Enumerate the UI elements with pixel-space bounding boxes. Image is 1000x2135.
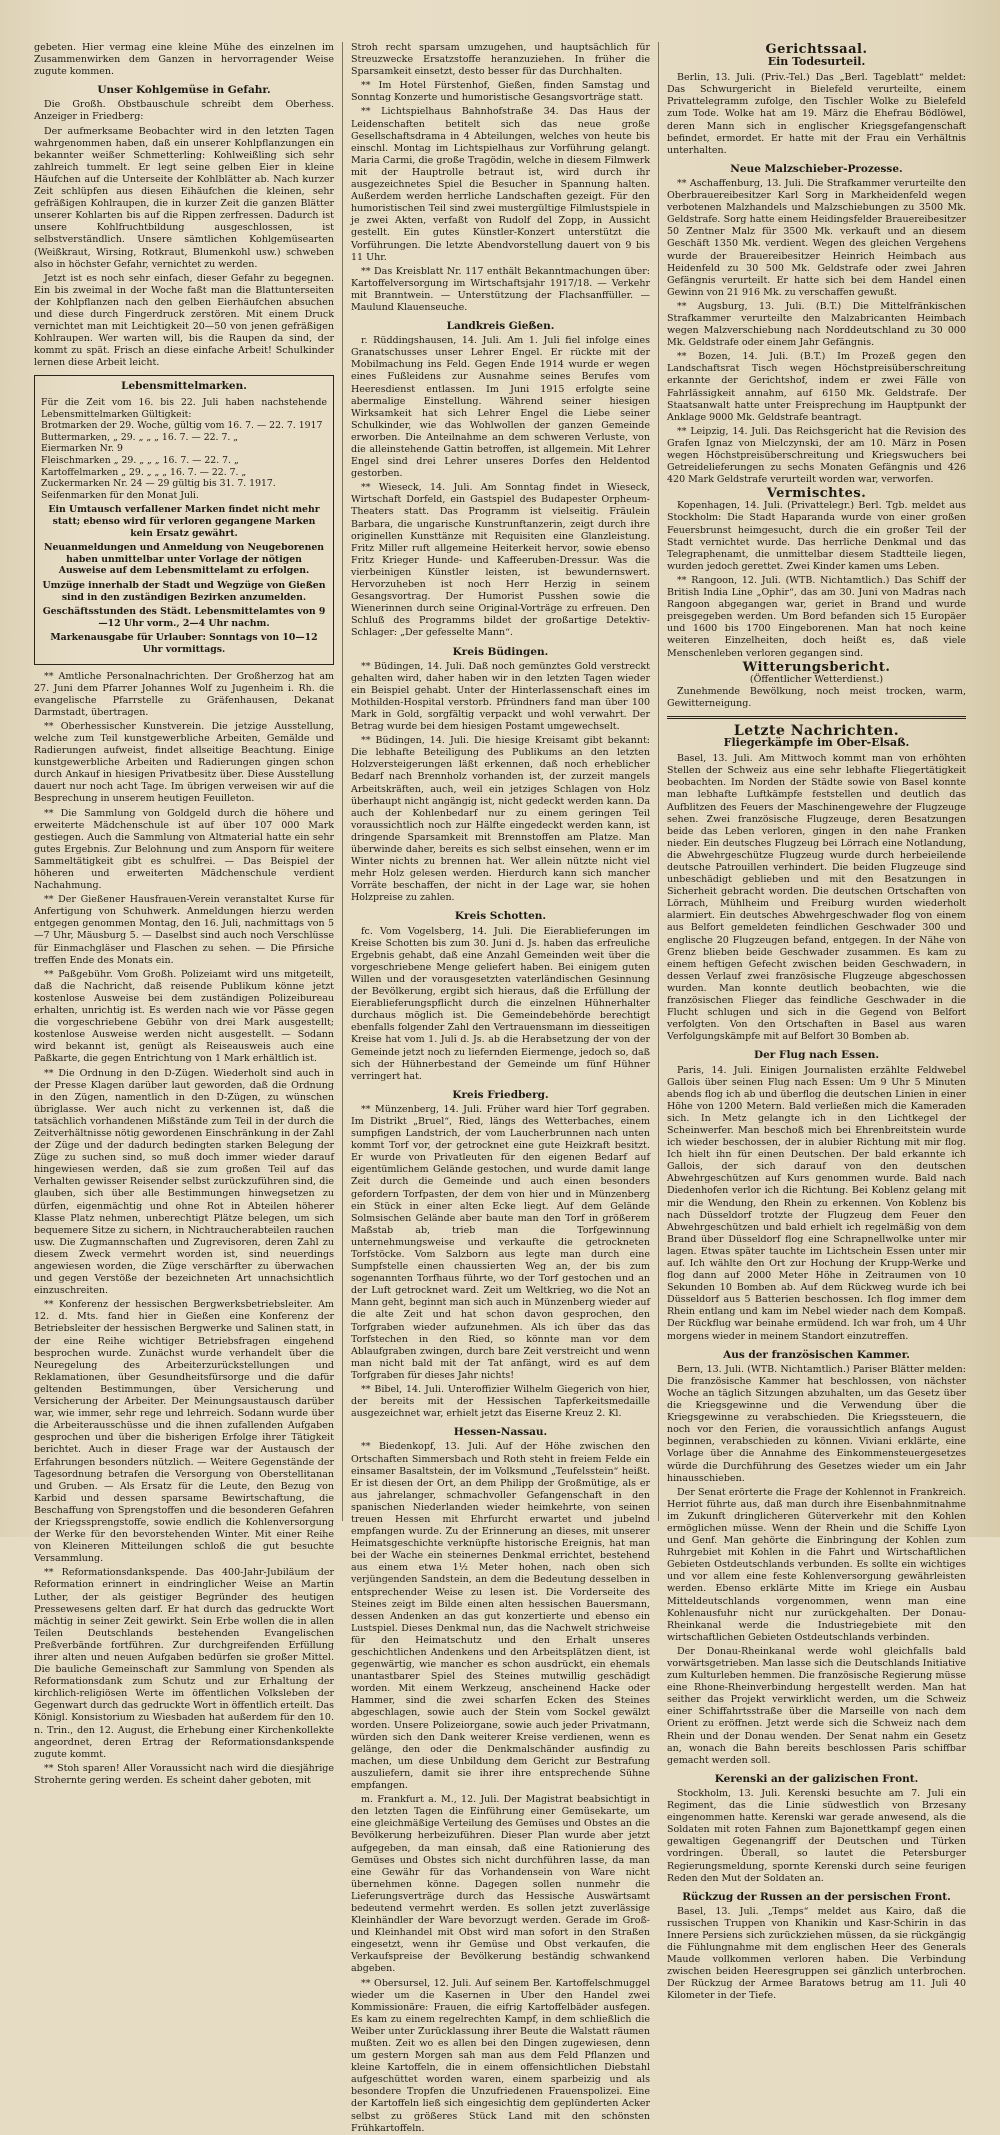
box-line: Seifenmarken für den Monat Juli. <box>41 489 199 501</box>
news-item: Kopenhagen, 14. Juli. (Privattelegr.) Berl. Tgb. meldet aus Stockholm: Die Stadt Haparanda wurde von einer großen Feuersbrunst heimgesucht, durch die ein großer Teil der Stadt vernichtet wurde. Das herrliche Denkmal und das Telegraphenamt, die unmittelbar diesem Stadtteile liegen, wurden jedoch gerettet. Zwei Kinder kamen ums Leben. <box>667 500 966 572</box>
news-item: Der Senat erörterte die Frage der Kohlennot in Frankreich. Herriot führte aus, daß man durch ihre Eisenbahnmitnahme im Zukunft dringlicheren Güterverkehr mit den Kohlen ermöglichen müsse. Wenn der Rhein und die Schiffe Lyon und Genf. Man gehörte die Einbringung der Kohlen zum Ruhrgebiet mit Kohlen in die Fahrt und Wirtschaftlichen Gebieten Ostdeutschlands verbunden. Es sollte ein wichtiges und vor allem eine feste Kohlenversorgung gewährleisten werden. Ebenso erklärte Mitte im Kriege ein Ausbau Mitteldeutschlands vorgenommen, wenn man eine Kohlenausfuhr nicht nur zurückgehalten. Der Donau-Rheinkanal werde die Industriegebiete mit den wirtschaftlichen Gebieten Ostdeutschlands verbinden. <box>667 1486 966 1643</box>
section-heading-gerichtssaal: Gerichtssaal. <box>765 42 868 57</box>
box-notice: Ein Umtausch verfallener Marken findet nicht mehr statt; ebenso wird für verloren gegangene Marken kein Ersatz gewährt. <box>48 504 320 539</box>
news-item: ** Augsburg, 13. Juli. (B.T.) Die Mittelfränkischen Strafkammer verurteilte den Malzabricanten Heimbach wegen Malzverschiebung nach Norddeutschland zu 30 000 Mk. Geldstrafe oder einem Jahr Gefängnis. <box>667 300 966 349</box>
headline-franzoesische-kammer: Aus der französischen Kammer. <box>723 1348 910 1361</box>
news-item: ** Stoh sparen! Aller Voraussicht nach wird die diesjährige Strohernte gering werden. Es scheint daher geboten, mit <box>34 1762 334 1786</box>
box-notice: Umzüge innerhalb der Stadt und Wegzüge von Gießen sind in den zuständigen Bezirken anzumelden. <box>42 579 326 603</box>
box-line: Fleischmarken „ 29. „ „ „ 16. 7. — 22. 7. „ <box>41 455 239 466</box>
box-notice: Neuanmeldungen und Anmeldung von Neugeborenen haben unmittelbar unter Vorlage der nötigen Ausweise auf dem Lebensmittelamt zu erfolgen. <box>43 542 325 577</box>
news-item: Stockholm, 13. Juli. Kerenski besuchte am 7. Juli ein Regiment, das die Linie südwestlich von Brzesany eingenommen hatte. Kerenski war gerade anwesend, als die Soldaten mit roten Fahnen zum Bajonettkampf gegen einen gewaltigen Gegenangriff der Deutschen und Türken vordringen. Überall, so lautet die Petersburger Regierungsmeldung, spornte Kerenski durch seine feurigen Reden den Mut der Soldaten an. <box>667 1787 966 1884</box>
news-item: ** Paßgebühr. Vom Großh. Polizeiamt wird uns mitgeteilt, daß die Nachricht, daß reisende Publikum könne jetzt kostenlose Ausweise bei dem zuständigen Polizeibureau erhalten, unrichtig ist. Es werden nach wie vor Pässe gegen die vorgeschriebene Gebühr von drei Mark ausgestellt; kostenlose Ausweise werden nicht ausgestellt. — Sodann wird bekannt ist, genügt als Reiseausweis auch eine Paßkarte, die gegen Entrichtung von 1 Mark erhältlich ist. <box>34 968 334 1065</box>
news-item: ** Konferenz der hessischen Bergwerksbetriebsleiter. Am 12. d. Mts. fand hier in Gießen eine Konferenz der Betriebsleiter der hessischen Bergwerke und Salinen statt, in der eine Reihe wichtiger Betriebsfragen eingehend besprochen wurde. Zunächst wurde verhandelt über die Neuregelung des Arbeiterzurückstellungen und Reklamationen, über Gesundheitsfürsorge und die dafür geltenden Bestimmungen, über Versicherung und Versicherung der Arbeiter. Der Meinungsaustausch darüber war, wie immer, sehr rege und lehrreich. Sodann wurde über die Arbeiterausschüsse und die ihnen zufallenden Aufgaben gesprochen und über die bisherigen Erfolge ihrer Tätigkeit berichtet. Auch in dieser Frage war der Austausch der Erfahrungen besonders nützlich. — Weitere Gegenstände der Tagesordnung betrafen die Versorgung von Oberstellitanan und Gruben. — Als Ersatz für die Leute, den Bezug von Karbid und dessen sparsame Bewirtschaftung, die Beschaffung von Sprengstoffen und die besonderen Gefahren der Kriegssprengstoffe, sowie endlich die Kohlenversorgung der Werke für den bevorstehenden Winter. Mit einer Reihe von Kleineren Mitteilungen schloß die gut besuchte Versammlung. <box>34 1299 334 1565</box>
box-intro: Für die Zeit vom 16. bis 22. Juli haben nachstehende Lebensmittelmarken Gültigkeit: <box>41 397 327 420</box>
box-line: Eiermarken Nr. 9 <box>41 443 123 455</box>
news-item: ** Die Sammlung von Goldgeld durch die höhere und erweiterte Mädchenschule ist auf über 107 000 Mark gestiegen. Auch die Sammlung von Altmaterial hatte ein sehr gutes Ergebnis. Zur Belohnung und zum Ansporn für weitere Sammeltätigkeit gibt es schulfrei. — Das Beispiel der höheren und erweiterten Mädchenschule verdient Nachahmung. <box>34 807 334 892</box>
news-item: ** Die Ordnung in den D-Zügen. Wiederholt sind auch in der Presse Klagen darüber laut geworden, daß die Ordnung in den Zügen, namentlich in den D-Zügen, zu wünschen übriglasse. Wer auch nicht zu verkennen ist, daß die tatsächlich vorhandenen Mißstände zum Teil in der durch die Zeitverhältnisse nötig gewordenen Einschränkung in der Zahl der Züge und der dadurch bedingten starken Belegung der Züge zu suchen sind, so muß doch immer wieder darauf hingewiesen werden, daß sie zum großen Teil auf das Verhalten gewisser Reisender selbst zurückzuführen sind, die glauben, sich über alle Bestimmungen hinwegsetzen zu dürfen, eigenmächtig und ohne Rot in Abteilen höherer Klasse Platz nehmen, unberechtigt Plätze belegen, um sich bequemere Sitze zu sichern, in Nichtraucherabteilen rauchen usw. Die Zugmannschaften und Zugrevisoren, deren Zahl zu diesem Zweck vermehrt worden ist, sind neuerdings angewiesen worden, die Züge verschärfter zu überwachen und gegen Verstöße der bezeichneten Art unnachsichtlich einzuschreiten. <box>34 1067 334 1297</box>
box-line: Zuckermarken Nr. 24 — 29 gültig bis 31. 7. 1917. <box>41 478 276 490</box>
weather-text: Zunehmende Bewölkung, noch meist trocken, warm, Gewitterneigung. <box>667 685 966 709</box>
news-item: ** Der Gießener Hausfrauen-Verein veranstaltet Kurse für Anfertigung von Schuhwerk. Anmeldungen hierzu werden entgegen genommen Montag, den 16. Juli, nachmittags von 5—7 Uhr, Mäusburg 5. — Daselbst sind auch noch Verschlüsse für Einmachgläser und Flaschen zu sehen. — Die Pfirsiche treffen Ende des Monats ein. <box>34 894 334 966</box>
news-item: ** Oberhessischer Kunstverein. Die jetzige Ausstellung, welche zum Teil kunstgewerbliche Arbeiten, Gemälde und Radierungen aufweist, findet allseitige Beachtung. Einige kunstgewerbliche Arbeiten und Radierungen gingen schon durch Ankauf in hiesigen Privatbesitz über. Diese Ausstellung dauert nur noch acht Tage. Im übrigen verweisen wir auf die Besprechung in unserem heutigen Feuilleton. <box>34 720 334 805</box>
section-heading-letzte-nachrichten: Letzte Nachrichten. <box>733 722 900 739</box>
section-heading-giessen: Landkreis Gießen. <box>446 320 555 333</box>
section-heading-vermischtes: Vermischtes. <box>766 486 867 502</box>
news-item: Basel, 13. Juli. „Temps“ meldet aus Kairo, daß die russischen Truppen von Khanikin und Kasr-Schirin in das Innere Persiens sich zurückziehen müssen, da sie rückgängig die Fühlungnahme mit dem englischen Heer des Generals Maude vollkommen verloren haben. Die Verbindung zwischen beiden Heeresgruppen sei gänzlich unterbrochen. Der Rückzug der Armee Baratows betrug am 11. Juli 40 Kilometer in der Tiefe. <box>667 1905 966 2002</box>
news-item: Bern, 13. Juli. (WTB. Nichtamtlich.) Pariser Blätter melden: Die französische Kammer hat beschlossen, von nächster Woche an täglich Sitzungen abzuhalten, um das Gesetz über die Kriegsgewinne und die Verwendung über die Kriegsgewinne zu verabschieden. Die Kriegssteuern, die noch vor den Ferien, die voraussichtlich anfangs August beginnen, verabschieden zu können. Viviani erklärte, eine Vorlage über die Annahme des Einkommensteuergesetzes würde die Durchführung des Gesetzes wieder um ein Jahr hinausschieben. <box>667 1363 966 1484</box>
witter-subtitle: (Öffentlicher Wetterdienst.) <box>749 673 884 685</box>
news-item: ** Im Hotel Fürstenhof, Gießen, finden Samstag und Sonntag Konzerte und humoristische Gesangsvorträge statt. <box>351 80 650 104</box>
intro-paragraph: gebeten. Hier vermag eine kleine Mühe des einzelnen im Zusammenwirken dem Ganzen in hervorragender Weise zugute kommen. <box>34 42 334 78</box>
news-item: fc. Vom Vogelsberg, 14. Juli. Die Eierablieferungen im Kreise Schotten bis zum 30. Juni d. Js. haben das erfreuliche Ergebnis gehabt, daß eine Anzahl Gemeinden weit über die vorgeschriebene Menge geliefert haben. Bei einigem guten Willen und der vorausgesetzten vaterländischen Gesinnung der Bevölkerung, ergibt sich hieraus, daß die Erfüllung der Eierablieferungspflicht durch die einzelnen Hühnerhalter durchaus möglich ist. Die Gemeindebehörde berechtigt ebenfalls folgender Zahl den Vertrauensmann im diesseitigen Kreise hat vom 1. Juli d. Js. ab die Herabsetzung der von der Gemeinde jetzt noch zu liefernden Eiermenge, jedoch so, daß sich der Hühnerbestand der Gemeinde um fünf Hühner verringert hat. <box>351 925 650 1082</box>
news-item: ** Amtliche Personalnachrichten. Der Großherzog hat am 27. Juni dem Pfarrer Johannes Wolf zu Jugenheim i. Rh. die evangelische Pfarrstelle zu Gräfenhausen, Dekanat Darmstadt, übertragen. <box>34 670 334 718</box>
column-middle <box>342 42 658 2134</box>
news-item: ** Büdingen, 14. Juli. Die hiesige Kreisamt gibt bekannt: Die lebhafte Beteiligung des Publikums an den letzten Holzversteigerungen läßt erkennen, daß noch erheblicher Bedarf nach Brennholz vorhanden ist, der zurzeit mangels Arbeitskräften, auch, weil ein jetziges Schlagen von Holz überhaupt nicht angängig ist, nicht gedeckt werden kann. Da auch der Kohlenbedarf nur zu einem geringen Teil voraussichtlich noch zur Hälfte eingedeckt werden kann, ist dringende Sparsamkeit mit Brennstoffen am Platze. Man überwinde daher, bereits es sich selbst einsehen, wenn er im Winter nichts zu brennen hat. Wer allein nützte nicht viel mehr Holz gelesen werden. Hierdurch kann sich mancher Vorräte beschaffen, der nicht in der Lage war, sie hohen Holzpreise zu zahlen. <box>351 735 650 904</box>
paragraph: Der aufmerksame Beobachter wird in den letzten Tagen wahrgenommen haben, daß ein unserer Kohlpflanzungen ein bekannter weißer Schmetterling: Kohlweißling sich sehr zahlreich tummelt. Er legt seine gelben Eier in kleine Häufchen auf die Unterseite der Kohlblätter ab. Nach kurzer Zeit schlüpfen aus diesen Eihäufchen die kleinen, sehr gefräßigen Kohlraupen, die in kurzer Zeit die ganzen Blätter unserer Kohlarten bis auf die Rippen zerfressen. Dadurch ist unsere Kohlfruchtbildung ausgeschlossen, ist selbstverständlich. Unsere sämtlichen Kohlgemüsearten (Weißkraut, Wirsing, Rotkraut, Blumenkohl usw.) schweben also in höchster Gefahr, vernichtet zu werden. <box>34 125 334 270</box>
news-item: Stroh recht sparsam umzugehen, und hauptsächlich für Streuzwecke Ersatzstoffe heranzuziehen. In früher die Sparsamkeit einsetzt, desto besser für das Durchhalten. <box>351 42 650 78</box>
news-item: Der Donau-Rheinkanal werde wohl gleichfalls bald vorwärtsgetrieben. Man lasse sich die Deutschlands Initiative zum Kulturleben hemmen. Die französische Regierung müsse eine Rhone-Rheinverbindung hergestellt werden. Man hat seither das Projekt verwirklicht werden, um die Schweiz einer Schiffahrtsstraße über die Marseille von nach dem Orient zu eröffnen. Jetzt werde sich die Schweiz nach dem Rhein und der Donau wenden. Der Senat nahm ein Gesetz an, wonach die Bahn bereits beschlossen Paris schiffbar gemacht werden soll. <box>667 1645 966 1766</box>
news-item: ** Leipzig, 14. Juli. Das Reichsgericht hat die Revision des Grafen Ignaz von Mielczynski, der am 10. März in Posen wegen Höchstpreisüberschreitung und Kriegswuchers bei Getreidelieferungen zu sechs Monaten Gefängnis und 426 420 Mark Geldstrafe verurteilt worden war, verworfen. <box>667 425 966 486</box>
column-left <box>26 42 342 1786</box>
news-item: ** Bozen, 14. Juli. (B.T.) Im Prozeß gegen den Landschaftsrat Tisch wegen Höchstpreisüberschreitung erkannte der Gerichtshof, indem er zwei Fälle von Fahrlässigkeit annahm, auf 6150 Mk. Geldstrafe. Der Staatsanwalt hatte unter Freisprechung im Hauptpunkt der Anklage 9000 Mk. Geldstrafe beantragt. <box>667 351 966 423</box>
news-item: ** Lichtspielhaus Bahnhofstraße 34. Das Haus der Leidenschaften betitelt sich das neue große Gesellschaftsdrama in 4 Abteilungen, welches von heute bis einschl. Montag im Lichtspielhaus zur Vorführung gelangt. Maria Carmi, die große Tragödin, welche in diesem Filmwerk mit der Hauptrolle betraut ist, wird durch ihr ausgezeichnetes Spiel die Besucher in Spannung halten. Außerdem werden herrliche Landschaften gezeigt. Für den humoristischen Teil sind zwei mustergültige Filmlustspiele in je zwei Akten, verfaßt von Rudolf del Zopp, in Aussicht gestellt. Ein gutes Künstler-Konzert unterstützt die Vorführungen. Die letzte Abendvorstellung dauert von 9 bis 11 Uhr. <box>351 106 650 263</box>
news-item: m. Frankfurt a. M., 12. Juli. Der Magistrat beabsichtigt in den letzten Tagen die Einführung einer Gemüsekarte, um eine gleichmäßige Verteilung des Gemüses und Obstes an die Bevölkerung herbeizuführen. Dieser Plan wurde aber jetzt aufgegeben, da man einsah, daß eine Rationierung des Gemüses und Obstes sich nicht durchführen lasse, da man eine Gewähr für das Vorhandensein von Ware nicht übernehmen könne. Dagegen sollen nunmehr die Lieferungsverträge durch das Hessische Auswärtsamt bedeutend vermehrt werden. Es sollen jetzt zuverlässige Kleinhändler der Ware bevorzugt werden. Gerade im Groß- und Kleinhandel mit Obst wird man sofort in den Straßen eingesetzt, wenn ihr Gemüse und Obst verkaufen, die Verkaufspreise der Bevölkerung beständig schwankend abgeben. <box>351 1794 650 1975</box>
headline-todesurteil: Ein Todesurteil. <box>767 55 866 69</box>
news-item: ** Das Kreisblatt Nr. 117 enthält Bekanntmachungen über: Kartoffelversorgung im Wirtschaftsjahr 1917/18. — Verkehr mit Branntwein. — Unterstützung der Flachsanffüller. — Maulund Klauenseuche. <box>351 265 650 313</box>
lebensmittelmarken-box <box>34 375 334 664</box>
news-item: ** Aschaffenburg, 13. Juli. Die Strafkammer verurteilte den Oberbrauereibesitzer Karl Sorg in Markheidenfeld wegen verbotenen Malzhandels und Malzschiebungen zu 3500 Mk. Geldstrafe. Sorg hatte einem Heidingsfelder Brauereibesitzer 50 Zentner Malz für 3500 Mk. verkauft und an diesem Geschäft 1350 Mk. verdient. Wegen des gleichen Vergehens wurde der Brauereibesitzer Heinrich Heimbach aus Heidenfeld zu 30 500 Mk. Geldstrafe oder zwei Jahren Gefängnis verurteilt. Er hatte sich bei dem Handel einen Gewinn von 21 916 Mk. zu verschaffen gewußt. <box>667 177 966 298</box>
headline-rueckzug: Rückzug der Russen an der persischen Front. <box>682 1890 951 1903</box>
box-line: Brotmarken der 29. Woche, gültig vom 16. 7. — 22. 7. 1917 <box>41 420 323 432</box>
headline-flug-essen: Der Flug nach Essen. <box>754 1049 879 1062</box>
section-heading-friedberg: Kreis Friedberg. <box>452 1088 549 1101</box>
section-heading-hessen-nassau: Hessen-Nassau. <box>453 1426 548 1439</box>
news-item: r. Rüddingshausen, 14. Juli. Am 1. Juli fiel infolge eines Granatschusses unser Lehrer Engel. Er rückte mit der Mobilmachung ins Feld. Gegen Ende 1914 wurde er wegen eines Fußleidens zur Ausnahme seines Berufes vom Heeresdienst entlassen. Im Juni 1915 erfolgte seine abermalige Einstellung. Während seiner hiesigen Wirksamkeit hat sich Lehrer Engel die Liebe seiner Schulkinder, wie das Wohlwollen der ganzen Gemeinde erworben. Die Anteilnahme an dem schweren Verluste, von die alleinstehende Gattin betroffen, ist allgemein. Mit Lehrer Engel sind drei Lehrer unseres Dorfes den Heldentod gestorben. <box>351 335 650 480</box>
news-item: ** Wieseck, 14. Juli. Am Sonntag findet in Wieseck, Wirtschaft Dorfeld, ein Gastspiel des Budapester Orpheum-Theaters statt. Das Programm ist vielseitig. Fräulein Barbara, die ungarische Kunstrunftanzerin, zeigt durch ihre originellen Kunsttänze mit Requisiten eine Glanzleistung. Fritz Miller ruft allgemeine Heiterkeit hervor, sowie ebenso Fritz Krieger Hunde- und Kaffeeruben-Dressur. Was die vierbeinigen Künstler leisten, ist bewundernswert. Hervorzuheben ist noch Herr Herzig in seinem Gesangsvortrag. Der Humorist Pusshen sowie die Wienerinnen durch seine Original-Vorträge zu erfreuen. Den Schluß des Programms bildet der großartige Detektiv-Schlager: „Der gefesselte Mann“. <box>351 482 650 639</box>
box-notice: Markenausgabe für Urlauber: Sonntags von 10—12 Uhr vormittags. <box>50 632 318 655</box>
news-item: ** Büdingen, 14. Juli. Daß noch gemünztes Gold verstreckt gehalten wird, daher haben wir in den letzten Tagen wieder ein Beispiel gehabt. Unter der Hinterlassenschaft eines im Mothilden-Hospital verstorb. Pfründners fand man über 100 Mark in Gold, sorgfältig verpackt und wohl verwahrt. Der Betrag wurde bei dem hiesigen Postamt umgewechselt. <box>351 660 650 733</box>
section-heading-buedingen: Kreis Büdingen. <box>452 645 549 658</box>
headline-kerenski: Kerenski an der galizischen Front. <box>714 1772 919 1785</box>
paragraph: Die Großh. Obstbauschule schreibt dem Oberhess. Anzeiger in Friedberg: <box>34 99 334 123</box>
section-heading-witterung: Witterungsbericht. <box>742 659 891 675</box>
news-item: Berlin, 13. Juli. (Priv.-Tel.) Das „Berl. Tageblatt“ meldet: Das Schwurgericht in Bielefeld verurteilte, einem Privattelegramm zufolge, den Tischler Wolke zu Bielefeld zum Tode. Wolke hat am 19. März die Ehefrau Bödlöwel, deren Mann sich in englischer Kriegsgefangenschaft befindet, ermordet. Er hatte mit der Frau ein Verhältnis unterhalten. <box>667 72 966 156</box>
box-line: Buttermarken, „ 29. „ „ „ 16. 7. — 22. 7. „ <box>41 431 239 443</box>
column-right <box>658 42 974 2002</box>
paragraph: Jetzt ist es noch sehr einfach, dieser Gefahr zu begegnen. Ein bis zweimal in der Woche faßt man die Blattunterseiten der Kohlpflanzen nach den gelben Eierhäufchen absuchen und diese durch Fingerdruck zerstören. Mit einem Druck vernichtet man mit Leichtigkeit 20—50 von jenen gefräßigen Kohlraupen. Wer warten will, bis die Raupen da sind, der kommt zu spät. Frisch an diese einfache Arbeit! Schulkinder lernen diese Arbeit leicht. <box>34 272 334 369</box>
box-notice: Geschäftsstunden des Städt. Lebensmittelamtes von 9—12 Uhr vorm., 2—4 Uhr nachm. <box>42 606 326 629</box>
box-title: Lebensmittelmarken. <box>121 380 247 393</box>
divider <box>667 716 966 719</box>
box-line: Kartoffelmarken „ 29. „ „ „ 16. 7. — 22. 7. „ <box>41 466 247 478</box>
headline-fliegerkaempfe: Fliegerkämpfe im Ober-Elsaß. <box>723 736 910 750</box>
news-item: ** Reformationsdankspende. Das 400-Jahr-Jubiläum der Reformation erinnert in eindringlicher Weise an Martin Luther, der als geistiger Begründer des heutigen Pressewesens gelten darf. Er hat durch das gedruckte Wort mächtig in seiner Zeit gewirkt. Sein Erbe wollen die in allen Teilen Deutschlands bestehenden Evangelischen Preßverbände fortführen. Zur durchgreifenden Erfüllung ihrer alten und neuen Aufgaben bedürfen sie großer Mittel. Die bauliche Gemeinschaft zur Sammlung von Spenden als Reformationsdank zum Schutz und zur Erhaltung der kirchlich-religiösen Werte im öffentlichen Volksleben der Gegenwart durch das gedruckte Wort in öffentlich erteilt. Das Königl. Konsistorium zu Wiesbaden hat außerdem für den 10. n. Trin., den 12. August, die Erhebung einer Kirchenkollekte angeordnet, deren Ertrag der Reformationsdankspende zugute kommt. <box>34 1567 334 1760</box>
headline-kohlgemuese: Unser Kohlgemüse in Gefahr. <box>97 84 271 97</box>
news-item: ** Münzenberg, 14. Juli. Früher ward hier Torf gegraben. Im Distrikt „Bruel“, Ried, längs des Wetterbaches, einem sumpfigen Landstrich, der vom Laucherbrunnen nach unten kommt Torf vor, der getrocknet eine gute Heizkraft besitzt. Er wurde von Privatleuten für den eigenen Bedarf auf eigentümlichem Gelände gestochen, und wurde damit lange Zeit durch die Gemeinde und auch einen besonders gefordern Torfpasten, der dem von hier und in Münzenberg ein Stück in einer alten Ecke liegt. Auf dem Gelände Solmsischen Gelände aber baute man den Torf in größerem Maßstab ab, trieb man die Torfgewinnung unternehmungsweise und verkaufte die getrockneten Torfstöcke. Vom Salzborn aus legte man durch eine Sumpfstelle einen chaussierten Weg an, der bis zum sogenannten Torfhaus führte, wo der Torf gestochen und an der Luft getrocknet ward. Zeit um Weltkrieg, wo die Not an Mann geht, beginnt man sich auch in Münzenberg wieder auf die alte Zeit und hat schon davon gesprochen, den Torfgraben wieder aufzunehmen. Als ich über das das Torfstechen in den Ried, so könnte man vor dem Ablaufgraben zwingen, durch bare Zeit verstreicht und wenn man nicht bald mit der Tat anfängt, wird es auf dem Torfgraben für dieses Jahr nichts! <box>351 1103 650 1381</box>
news-item: ** Rangoon, 12. Juli. (WTB. Nichtamtlich.) Das Schiff der British India Line „Ophir“, das am 30. Juni von Madras nach Rangoon abgegangen war, geriet in Brand und wurde preisgegeben werden. Um Bord befanden sich 15 Europäer und 1600 bis 1700 Eingeborenen. Man hat noch keine weiteren Einzelheiten, doch heißt es, daß viele Menschenleben verloren gegangen sind. <box>667 574 966 659</box>
section-heading-schotten: Kreis Schotten. <box>454 910 547 923</box>
news-item: Basel, 13. Juli. Am Mittwoch kommt man von erhöhten Stellen der Schweiz aus eine sehr lebhafte Fliegertätigkeit beobachten. Im Norden der Städte sowie von Basel konnte man lebhafte Luftkämpfe feststellen und deutlich das Aufblitzen des Feuers der Maschinengewehre der Flugzeuge sehen. Zwei französische Flugzeuge, deren Besatzungen beide das Leben verloren, gingen in den nahe Franken nieder. Ein deutsches Flugzeug bei Lörrach eine Notlandung, die Abwehrgeschütze Flugzeug wurde durch herbeieilende deutsche Patrouillen verhindert. Die beiden Flugzeuge sind unbeschädigt geblieben und mit den Besatzungen in Sicherheit gebracht worden. Die deutschen Ortschaften von Lörrach, Mühlheim und Freiburg wurden wiederholt alarmiert. Ein deutsches Abwehrgeschwader flog von einem aus Belfort gemeldeten feindlichen Geschwader 300 und englische 20 Flugzeugen befand, entgegen. In der Nähe von Grenz blieben beide Geschwader zusammen. Es kam zu einem heftigen Gefecht zwischen beiden Geschwadern, in dessen Verlauf zwei französische Flugzeuge abgeschossen wurden. Man konnte deutlich beobachten, wie die französischen Flieger das feindliche Geschwader in die Flucht schlugen und sich in die Gegend von Belfort verfolgten. Von den Ortschaften in Basel aus waren Verfolgungskämpfe mit auf Belfort 30 Bomben ab. <box>667 753 966 1043</box>
news-item: ** Obersursel, 12. Juli. Auf seinem Ber. Kartoffelschmuggel wieder um die Kasernen in Uber den Handel zwei Kommissionäre: Frauen, die eifrig Kartoffelbäder ausfegen. Es kam zu einem regelrechten Kampf, in dem schließlich die Weiber unter Zurücklassung ihrer Beute die Walstatt räumen mußten. Zeit wo es allen bei den Dingen zugewiesen, denn um gestern Morgen sah man aus dem Feld Pflanzen und kleine Kartoffeln, die in einem offensichtlichen Diebstahl aufgeschüttet worden waren, einem sparbeizig und als besondere Tropfen die Unzufriedenen Frauenspolizei. Eine der Kartoffeln ließ sich eingesichtig dem geplünderten Acker selbst zu größeres Stück Land mit den schönsten Frühkartoffeln. <box>351 1977 650 2134</box>
headline-malzschieber: Neue Malzschieber-Prozesse. <box>730 162 903 175</box>
news-item: ** Bibel, 14. Juli. Unteroffizier Wilhelm Giegerich von hier, der bereits mit der Hessischen Tapferkeitsmedaille ausgezeichnet war, erhielt jetzt das Eiserne Kreuz 2. Kl. <box>351 1384 650 1420</box>
news-item: Paris, 14. Juli. Einigen Journalisten erzählte Feldwebel Gallois über seinen Flug nach Essen: Um 9 Uhr 5 Minuten abends flog ich ab und überflog die deutschen Linien in einer Höhe von 1200 Metern. Bald verließen mich die Kameraden sich. In Metz gelangte ich in den Lichtkegel der Scheinwerfer. Man beschoß mich bei Ehrenbreitstein wurde ich wieder beschossen, der in alubier Richtung mit mir flog. Ich hielt ihn für einen Deutschen. Der bald erkannte ich Gallois, der sich darauf von den deutschen Abwehrgeschützen auf Kurs genommen wurde. Bald nach Diedenhofen verlor ich die Richtung. Bei Koblenz gelang mit mir die Wendung, den Rhein zu erkennen. Von Koblenz bis nach Düsseldorf trotzte der Flugzeug dem Feuer den Abwehrgeschützen und bald erhielt ich regelmäßig von dem Brand über Düsseldorf flog eine Schrapnellwolke unter mir lagen. Etwas später tauchte im Lichtschein Essen unter mir auf. Ich wählte den Ort zur Hochung der Krupp-Werke und flog dann auf 2000 Meter Höhe in Zeitraumen von 10 Sekunden 10 Bomben ab. Auf dem Rückweg wurde ich bei Düsseldorf aus 5 Batterien beschossen. Ich flog immer dem Rhein entlang und kam im Nebel wieder nach dem Kompaß. Der Rückflug war beinahe ermüdend. Ich war froh, um 4 Uhr morgens wieder in meinem Standort einzutreffen. <box>667 1064 966 1342</box>
news-item: ** Biedenkopf, 13. Juli. Auf der Höhe zwischen den Ortschaften Simmersbach und Roth steht in freiem Felde ein einsamer Basaltstein, der im Volksmund „Teufelsstein“ heißt. Er ist diesen der Ort, an dem Philipp der Großmütige, als er aus jahrelanger, schmachvoller Gefangenschaft in den spanischen Niederlanden wieder heimkehrte, von seinen treuen Hessen mit Ehrfurcht erwartet und jubelnd empfangen wurde. Zu der Erinnerung an dieses, mit unserer Heimatsgeschichte verknüpfte historische Ereignis, hat man bei der Wache ein steinernes Denkmal errichtet, bestehend aus einem etwa 1½ Meter hohen, nach oben sich verjüngenden Sandstein, an dem die Bedeutung desselben in entsprechender Weise zu lesen ist. Die Vorderseite des Steines zeigt im Bilde einen alten hessischen Bauersmann, dessen Andenken an das gut konzertierte und ebenso ein Lustspiel. Dieses Denkmal nun, das die Nachwelt strichweise für den Heimatschutz und den Erhalt unseres geschichtlichen Andenkens und den Arbeitsplätzen dient, ist gegenwärtig, wie mancher es schon ausdrückt, ein ehemals unantastbarer Spiel des Steines mutwillig geschädigt worden. Mit einem Werkzeug, anscheinend Hacke oder Hammer, sind die zwei scharfen Ecken des Steines abgeschlagen, sowie auch der Stein vom Sockel gewälzt worden. Unsere Polizeiorgane, sowie auch jeder Privatmann, würden sich den Dank weiterer Kreise verdienen, wenn es gelänge, den oder die Denkmalschänder ausfindig zu machen, um diese Unbildung dem Gericht zur Bestrafung auszuliefern, damit sie ihrer ihre entsprechende Sühne empfangen. <box>351 1441 650 1792</box>
